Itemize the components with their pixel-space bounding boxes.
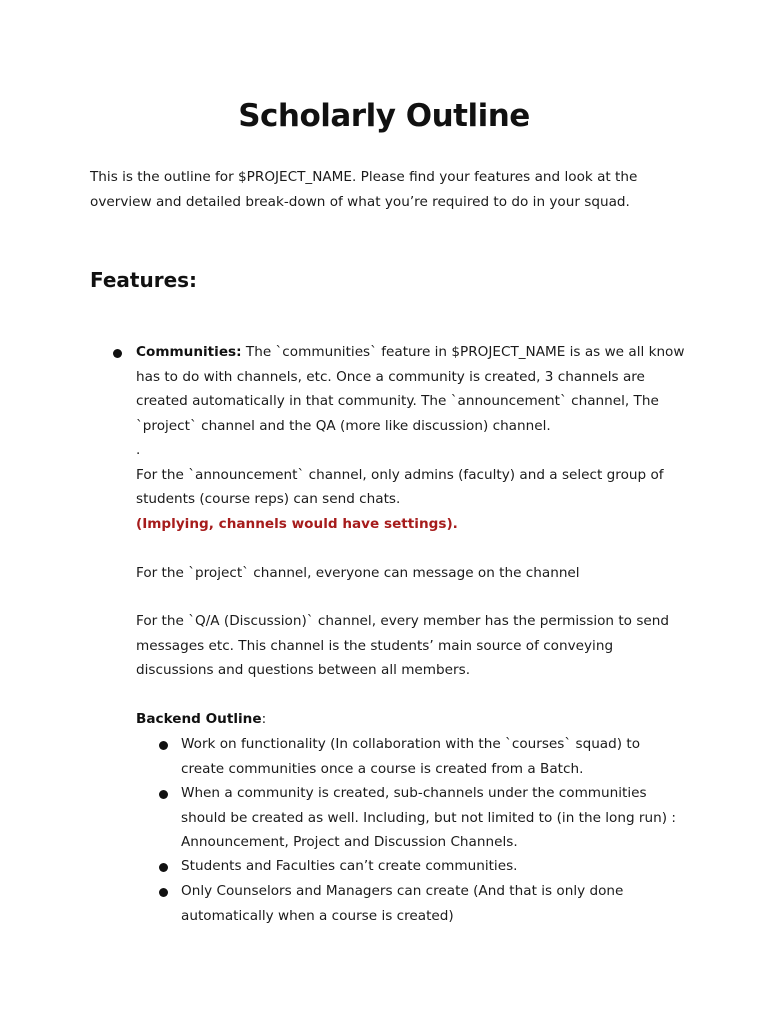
communities-line: `project` channel and the QA (more like discussion) channel. xyxy=(136,417,551,434)
communities-feature xyxy=(136,340,696,536)
backend-item-line: Work on functionality (In collaboration with the `courses` squad) to xyxy=(181,736,641,752)
settings-highlight: (Implying, channels would have settings). xyxy=(136,515,458,532)
communities-label: Communities: xyxy=(136,344,242,360)
communities-line: has to do with channels, etc. Once a community is created, 3 channels are xyxy=(136,368,645,385)
backend-item xyxy=(181,879,701,928)
qa-line: discussions and questions between all members. xyxy=(136,662,471,678)
bullet-icon xyxy=(159,741,168,750)
features-heading: Features: xyxy=(90,268,198,292)
qa-channel-paragraph xyxy=(136,609,696,683)
bullet-icon xyxy=(159,863,168,872)
bullet-icon xyxy=(159,790,168,799)
backend-item-line: Students and Faculties can’t create communities. xyxy=(181,858,518,874)
backend-item-line: create communities once a course is created from a Batch. xyxy=(181,760,584,777)
project-channel-paragraph: For the `project` channel, everyone can message on the channel xyxy=(136,565,580,581)
backend-item xyxy=(181,854,701,879)
page-title: Scholarly Outline xyxy=(238,98,530,134)
bullet-icon xyxy=(159,888,168,897)
backend-item xyxy=(181,732,701,781)
qa-line: For the `Q/A (Discussion)` channel, every member has the permission to send xyxy=(136,613,670,629)
backend-item-line: automatically when a course is created) xyxy=(181,907,454,924)
backend-outline-heading xyxy=(136,707,696,732)
backend-item-line: Only Counselors and Managers can create (And that is only done xyxy=(181,883,624,899)
communities-line: For the `announcement` channel, only admins (faculty) and a select group of xyxy=(136,466,664,483)
communities-line: . xyxy=(136,442,141,458)
communities-line-text: The `communities` feature in $PROJECT_NAME is as we all know xyxy=(241,344,685,360)
backend-item-line: Announcement, Project and Discussion Channels. xyxy=(181,834,518,850)
backend-item xyxy=(181,781,701,855)
communities-line xyxy=(136,340,696,365)
communities-line: created automatically in that community. The `announcement` channel, The xyxy=(136,393,659,409)
qa-line: messages etc. This channel is the students’ main source of conveying xyxy=(136,637,614,654)
backend-item-line: should be created as well. Including, but not limited to (in the long run) : xyxy=(181,809,676,826)
bullet-icon xyxy=(113,349,122,358)
backend-outline-colon: : xyxy=(261,711,267,727)
intro-paragraph: This is the outline for $PROJECT_NAME. Please find your features and look at the overview and detailed break-down of what you’re required to do in your squad. xyxy=(90,169,638,210)
backend-item-line: When a community is created, sub-channels under the communities xyxy=(181,785,647,801)
backend-outline-label: Backend Outline xyxy=(136,711,262,727)
communities-line: students (course reps) can send chats. xyxy=(136,491,401,507)
